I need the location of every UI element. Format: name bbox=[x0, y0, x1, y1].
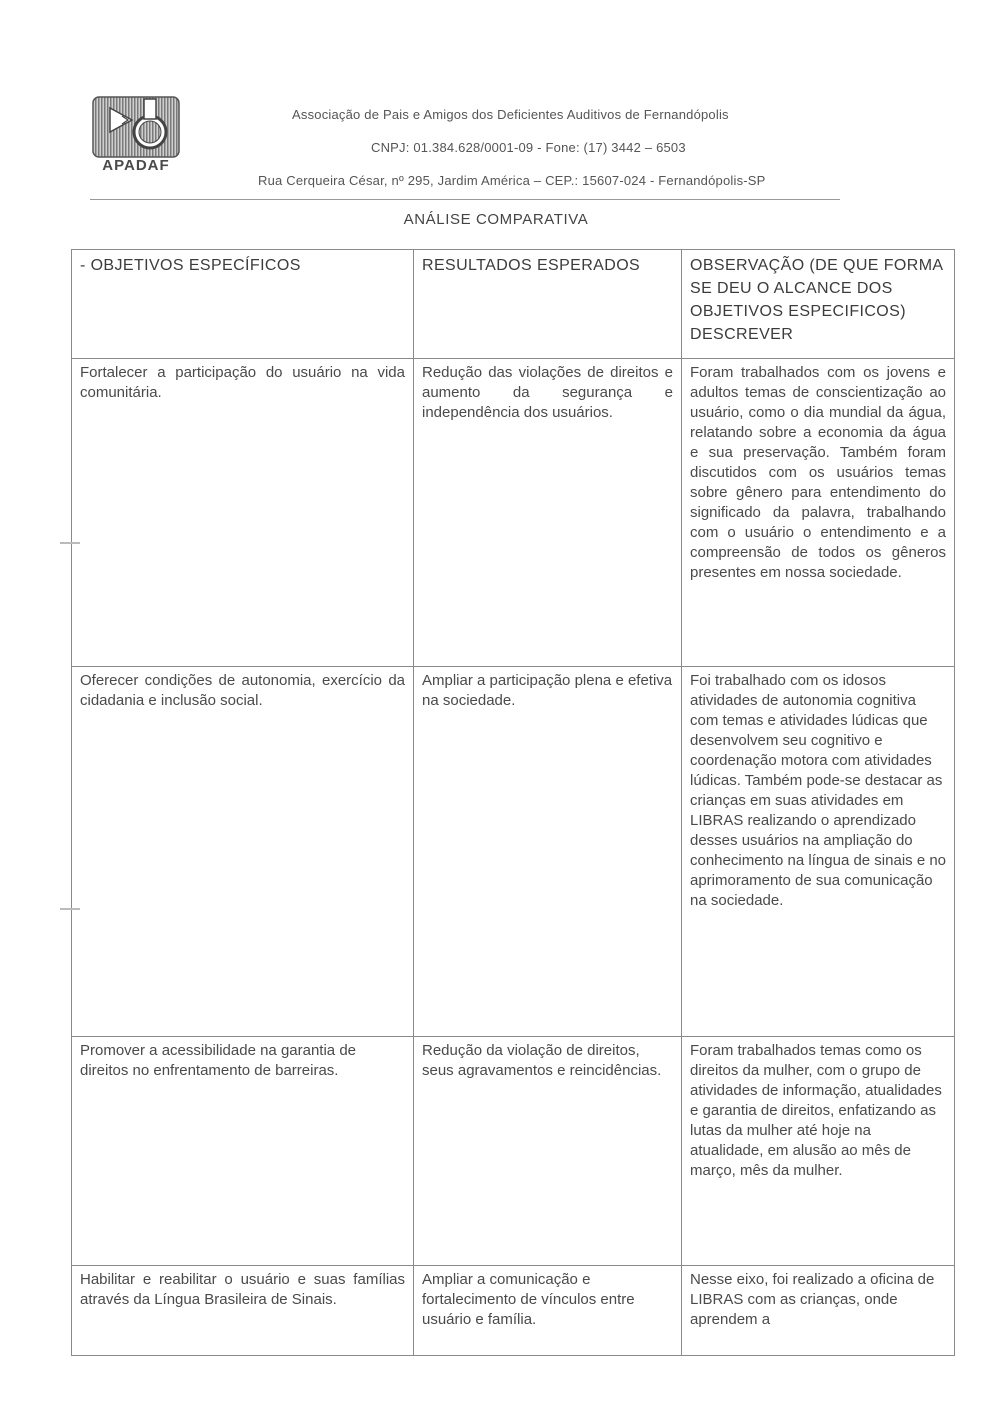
objective-cell: Oferecer condições de autonomia, exercício da cidadania e inclusão social. bbox=[72, 667, 414, 1037]
margin-mark bbox=[60, 542, 80, 544]
objective-cell: Promover a acessibilidade na garantia de direitos no enfrentamento de barreiras. bbox=[72, 1037, 414, 1266]
expected-result-cell: Redução da violação de direitos, seus agravamentos e reincidências. bbox=[414, 1037, 682, 1266]
table-row bbox=[72, 1037, 955, 1266]
logo-text: APADAF bbox=[102, 157, 170, 174]
organization-name: Associação de Pais e Amigos dos Deficientes Auditivos de Fernandópolis bbox=[292, 107, 729, 122]
objective-cell: Habilitar e reabilitar o usuário e suas famílias através da Língua Brasileira de Sinais. bbox=[72, 1266, 414, 1356]
header-expected-results: RESULTADOS ESPERADOS bbox=[414, 250, 682, 359]
document-title: ANÁLISE COMPARATIVA bbox=[403, 211, 589, 228]
expected-result-cell: Ampliar a comunicação e fortalecimento de vínculos entre usuário e família. bbox=[414, 1266, 682, 1356]
table-row bbox=[72, 359, 955, 667]
table-row bbox=[72, 667, 955, 1037]
table-row bbox=[72, 1266, 955, 1356]
expected-result-cell: Ampliar a participação plena e efetiva na sociedade. bbox=[414, 667, 682, 1037]
organization-address: Rua Cerqueira César, nº 295, Jardim América – CEP.: 15607-024 - Fernandópolis-SP bbox=[258, 173, 766, 188]
table-header-row bbox=[72, 250, 955, 359]
organization-contact: CNPJ: 01.384.628/0001-09 - Fone: (17) 3442 – 6503 bbox=[371, 140, 686, 155]
header-observation: OBSERVAÇÃO (DE QUE FORMA SE DEU O ALCANCE DOS OBJETIVOS ESPECIFICOS) DESCREVER bbox=[682, 250, 955, 359]
expected-result-cell: Redução das violações de direitos e aumento da segurança e independência dos usuários. bbox=[414, 359, 682, 667]
header-specific-objectives: - OBJETIVOS ESPECÍFICOS bbox=[72, 250, 414, 359]
comparative-analysis-table bbox=[71, 249, 955, 1356]
observation-cell: Foram trabalhados temas como os direitos da mulher, com o grupo de atividades de informação, atualidades e garantia de direitos, enfatizando as lutas da mulher até hoje na atualidade, em alusão ao mês de março, mês da mulher. bbox=[682, 1037, 955, 1266]
observation-cell: Foi trabalhado com os idosos atividades de autonomia cognitiva com temas e atividades lúdicas que desenvolvem seu cognitivo e coordenação motora com atividades lúdicas. Também pode-se destacar as crianças em suas atividades em LIBRAS realizando o aprendizado desses usuários na ampliação do conhecimento na língua de sinais e no aprimoramento de sua comunicação na sociedade. bbox=[682, 667, 955, 1037]
observation-cell: Nesse eixo, foi realizado a oficina de LIBRAS com as crianças, onde aprendem a bbox=[682, 1266, 955, 1356]
logo-emblem-icon bbox=[92, 96, 180, 158]
observation-cell: Foram trabalhados com os jovens e adultos temas de conscientização ao usuário, como o dia mundial da água, relatando sobre a economia da água e sua preservação. Também foram discutidos com os usuários temas sobre gênero para entendimento do significado da palavra, trabalhando com o usuário o entendimento e a compreensão de todos os gêneros presentes em nossa sociedade. bbox=[682, 359, 955, 667]
objective-cell: Fortalecer a participação do usuário na vida comunitária. bbox=[72, 359, 414, 667]
header-divider bbox=[90, 199, 840, 200]
margin-mark bbox=[60, 908, 80, 910]
